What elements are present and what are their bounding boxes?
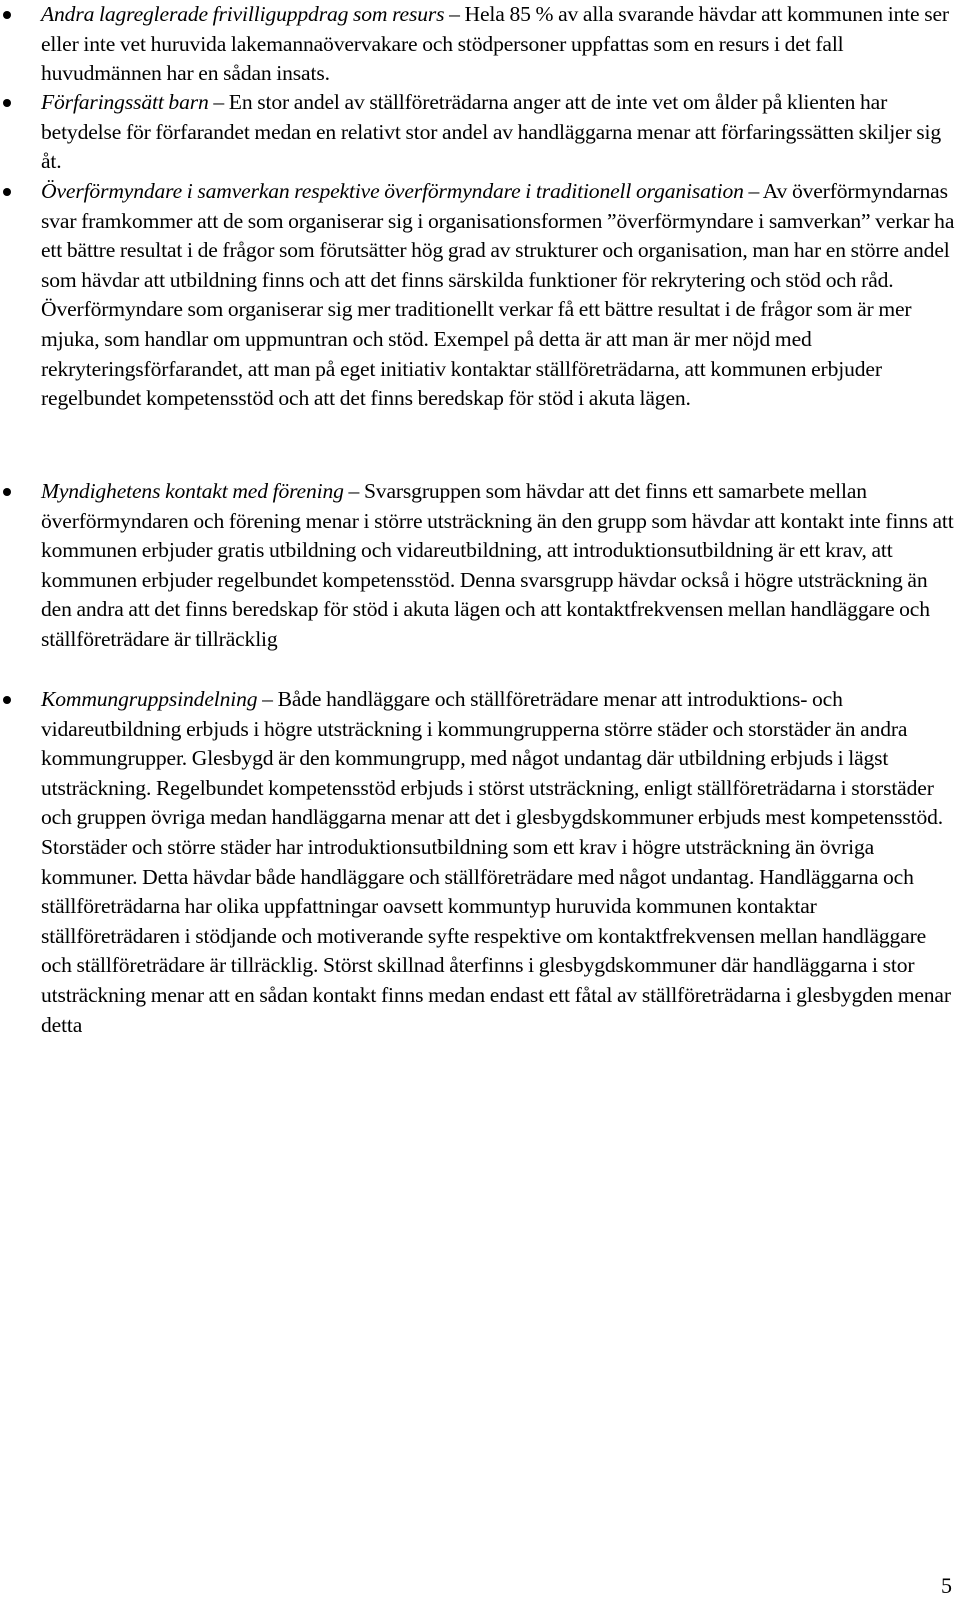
bullet-icon	[3, 488, 11, 496]
bullet-item-kontakt-forening	[0, 477, 956, 655]
item-heading: Andra lagreglerade frivilliguppdrag som resurs	[41, 2, 445, 26]
bullet-icon	[3, 696, 11, 704]
item-dash: –	[208, 90, 229, 114]
item-text: En stor andel av ställföreträdarna anger att de inte vet om ålder på klienten har betydelse för förfarandet medan en relativt stor andel av handläggarna menar att förfaringssätten skiljer sig åt.	[41, 90, 942, 174]
bullet-icon	[3, 188, 11, 196]
item-dash: –	[743, 179, 763, 203]
bullet-item-kommungruppsindelning	[0, 685, 956, 1040]
item-text: Hela 85 % av alla svarande hävdar att kommunen inte ser eller inte vet huruvida lakemannaövervakare och stödpersoner uppfattas som en resurs i det fall huvudmännen har en sådan insats.	[41, 2, 949, 86]
page-number: 5	[941, 1573, 952, 1598]
bullet-icon	[3, 99, 11, 107]
item-heading: Överförmyndare i samverkan respektive överförmyndare i traditionell organisation	[41, 179, 744, 203]
bullet-item-forfaringssatt-barn	[0, 88, 956, 177]
bullet-item-overformyndare-samverkan	[0, 177, 956, 414]
item-dash: –	[343, 479, 364, 503]
item-text: Både handläggare och ställföreträdare menar att introduktions- och vidareutbildning erbjuds i högre utsträckning i kommungrupperna större städer och storstäder än andra kommungrupper. Glesbygd är den kommungrupp, med något undantag där utbildning erbjuds i lägst utsträckning. Regelbundet kompetensstöd erbjuds i störst utsträckning, enligt ställföreträdarna i storstäder och gruppen övriga medan handläggarna menar att det i glesbygdskommuner erbjuds mest kompetensstöd. Storstäder och större städer har introduktionsutbildning som ett krav i högre utsträckning än övriga kommuner. Detta hävdar både handläggare och ställföreträdare med något undantag. Handläggarna och ställföreträdarna har olika uppfattningar oavsett kommuntyp huruvida kommunen kontaktar ställföreträdaren i stödjande och motiverande syfte respektive om kontaktfrekvensen mellan handläggare och ställföreträdare är tillräcklig. Störst skillnad återfinns i glesbygdskommuner där handläggarna i stor utsträckning menar att en sådan kontakt finns medan endast ett fåtal av ställföreträdarna i glesbygden menar detta	[41, 687, 951, 1037]
item-heading: Förfaringssätt barn	[41, 90, 209, 114]
item-heading: Myndighetens kontakt med förening	[41, 479, 344, 503]
bullet-icon	[3, 11, 11, 19]
bullet-item-lagreglerade-uppdrag	[0, 0, 956, 89]
item-dash: –	[257, 687, 278, 711]
item-text: Svarsgruppen som hävdar att det finns ett samarbete mellan överförmyndaren och förening menar i större utsträckning än den grupp som hävdar att kontakt inte finns att kommunen erbjuder gratis utbildning och vidareutbildning, att introduktionsutbildning är ett krav, att kommunen erbjuder regelbundet kompetensstöd. Denna svarsgrupp hävdar också i högre utsträckning än den andra att det finns beredskap för stöd i akuta lägen och att kontaktfrekvensen mellan handläggare och ställföreträdare är tillräcklig	[41, 479, 954, 651]
item-heading: Kommungruppsindelning	[41, 687, 258, 711]
item-dash: –	[444, 2, 465, 26]
item-text: Av överförmyndarnas svar framkommer att de som organiserar sig i organisationsformen ”överförmyndare i samverkan” verkar ha ett bättre resultat i de frågor som förutsätter hög grad av strukturer och organisation, man har en större andel som hävdar att utbildning finns och att det finns särskilda funktioner för rekrytering och stöd och råd. Överförmyndare som organiserar sig mer traditionellt verkar få ett bättre resultat i de frågor som är mer mjuka, som handlar om uppmuntran och stöd. Exempel på detta är att man är mer nöjd med rekryteringsförfarandet, att man på eget initiativ kontaktar ställföreträdarna, att kommunen erbjuder regelbundet kompetensstöd och att det finns beredskap för stöd i akuta lägen.	[41, 179, 955, 411]
